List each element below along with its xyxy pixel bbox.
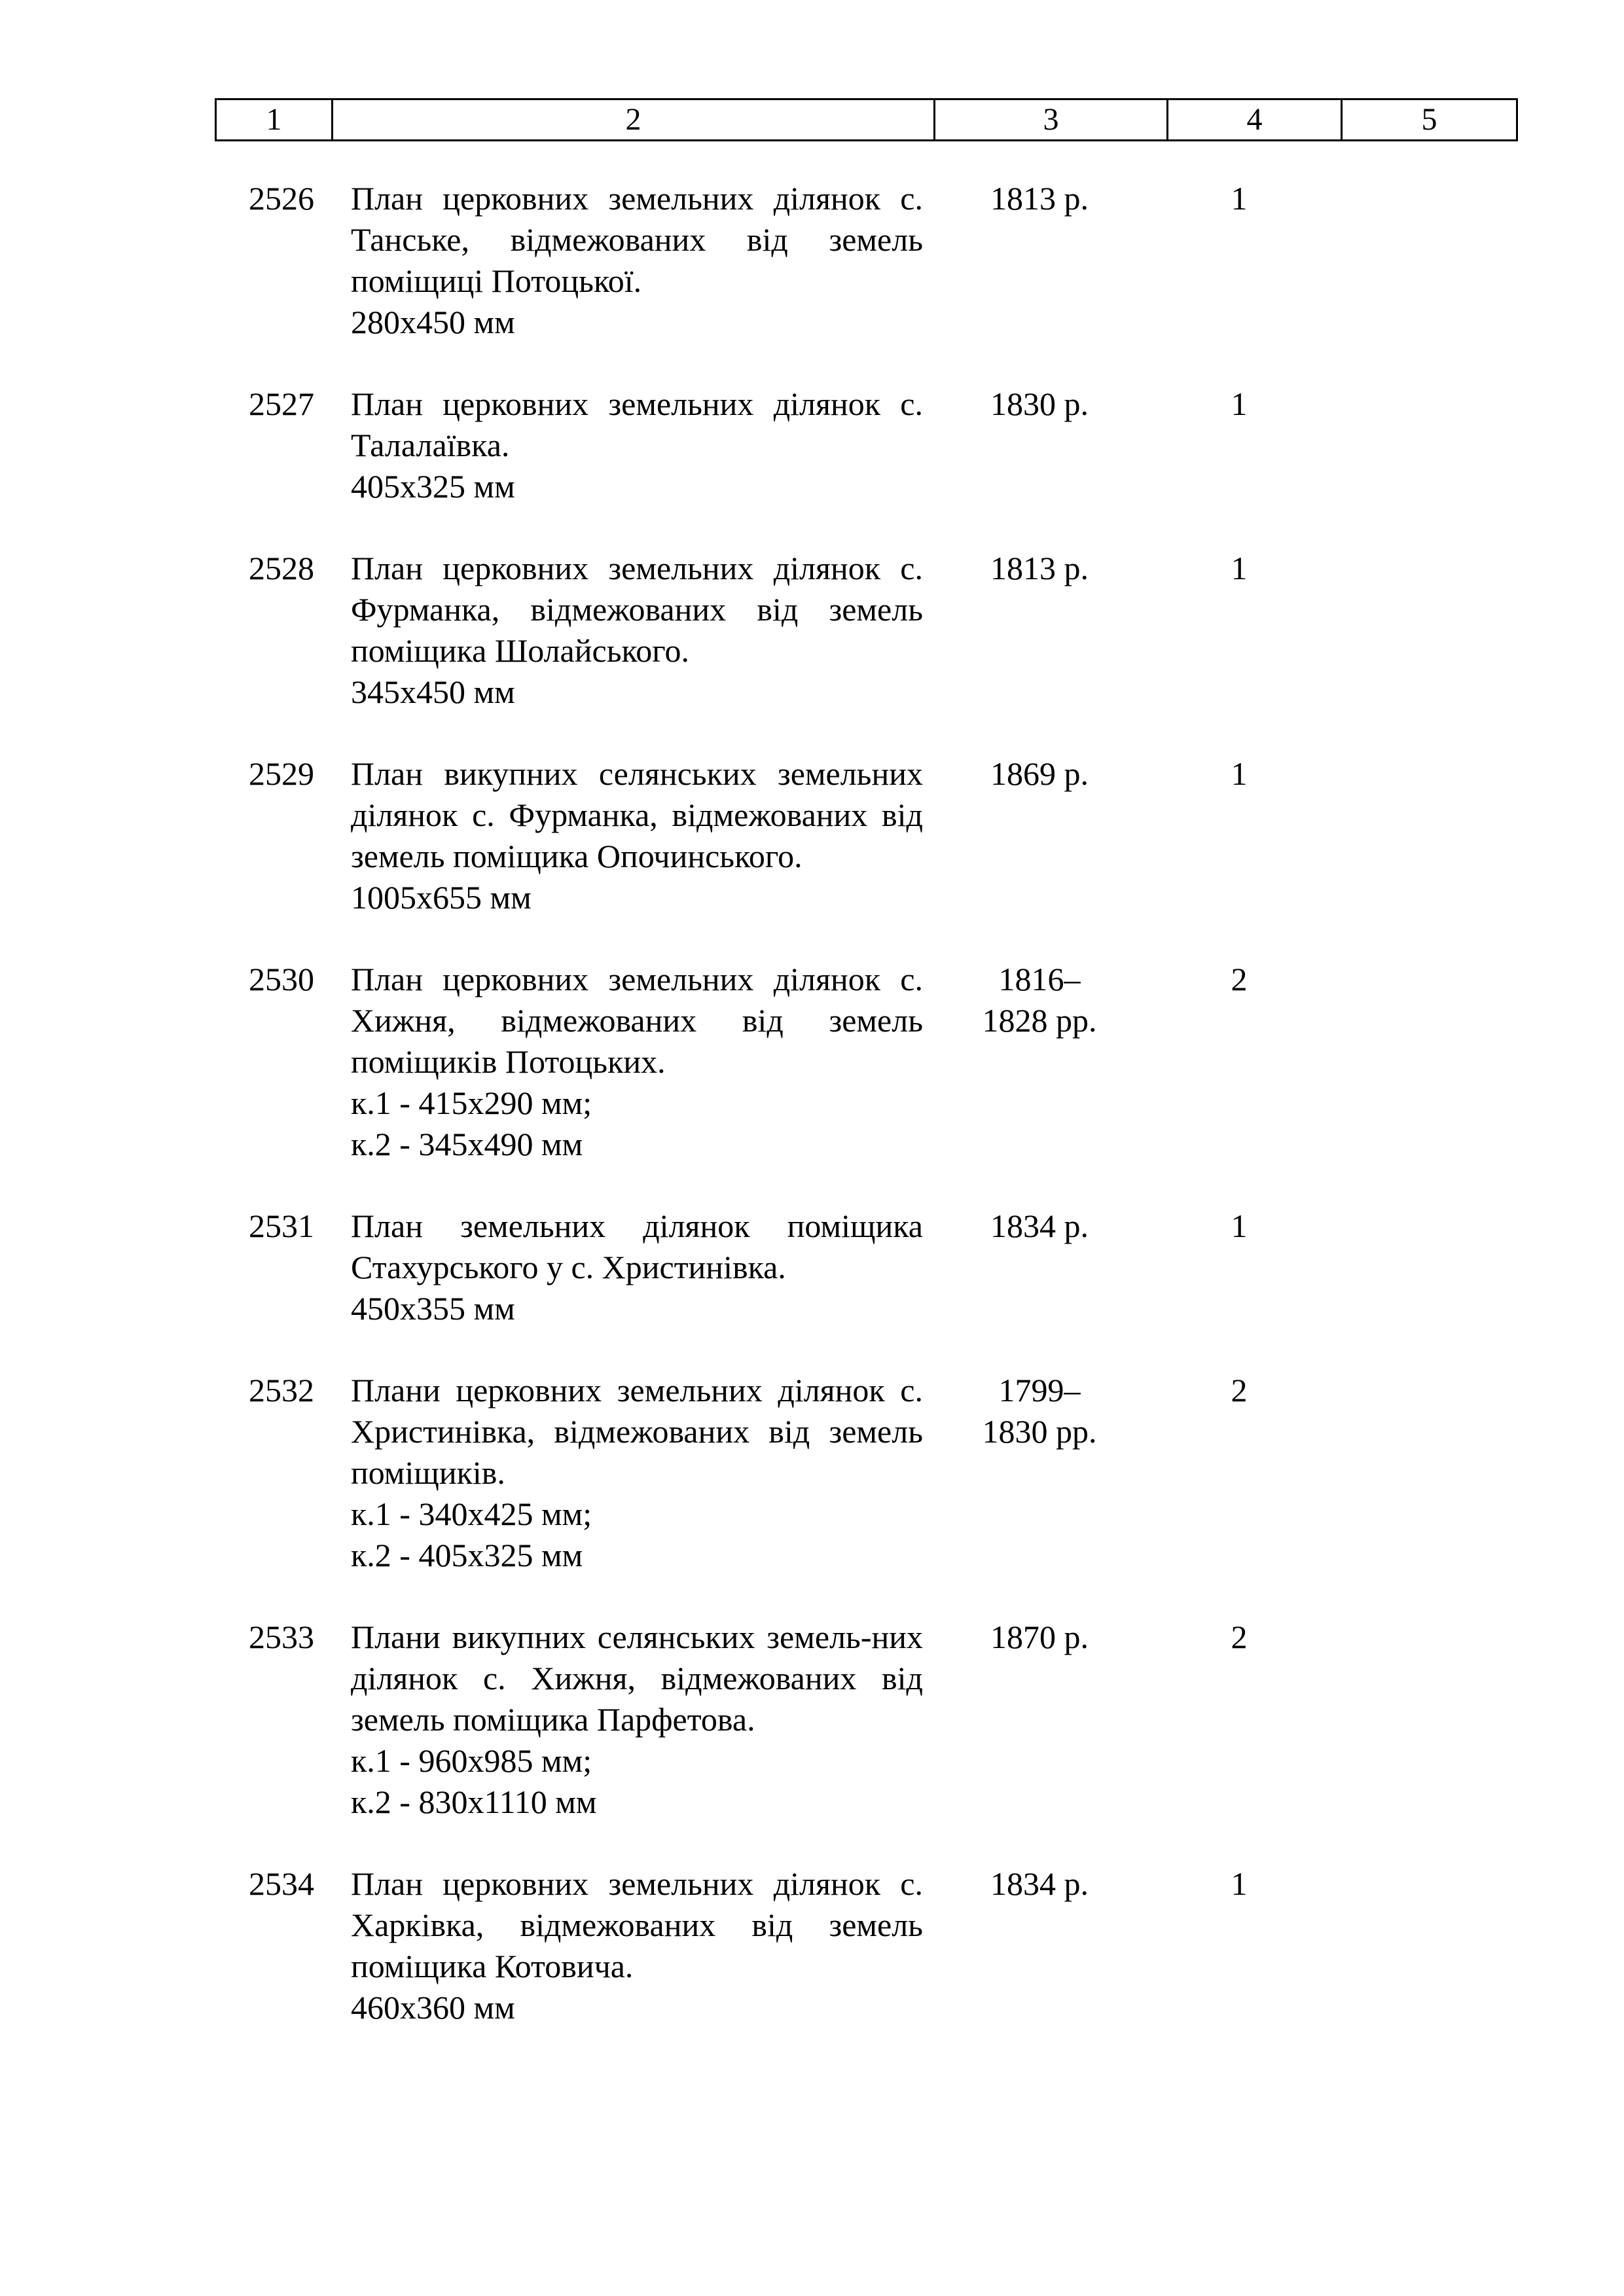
- record-size-line: к.2 - 830х1110 мм: [351, 1784, 597, 1820]
- record-number: 2533: [249, 1619, 314, 1655]
- record-row: [215, 384, 1516, 507]
- record-number: 2532: [249, 1372, 314, 1408]
- record-sheet-count: 1: [1231, 550, 1248, 586]
- record-date: [923, 178, 1156, 343]
- record-size-line: к.1 - 415х290 мм;: [351, 1085, 592, 1121]
- column-number-header: [215, 98, 1518, 141]
- record-date: [923, 1370, 1156, 1576]
- record-size-line: к.1 - 960х985 мм;: [351, 1742, 592, 1779]
- record-sheet-count: 2: [1231, 1372, 1248, 1408]
- record-description: Плани викупних селянських земель-них ділянок с. Хижня, відмежованих від земель поміщика Парфетова.: [351, 1619, 923, 1738]
- record-date-line: 1830 рр.: [982, 1413, 1097, 1450]
- record-note: [1329, 1370, 1516, 1576]
- record-row: [215, 1863, 1516, 2028]
- record-sheet-count: 1: [1231, 1208, 1248, 1244]
- record-sizes: [351, 466, 923, 507]
- record-date-line: 1816–: [998, 961, 1081, 997]
- record-description: План земельних ділянок поміщика Стахурського у с. Христинівка.: [351, 1208, 923, 1285]
- record-sizes: [351, 1494, 923, 1576]
- record-date: [923, 384, 1156, 507]
- record-number: 2527: [249, 386, 314, 422]
- record-date-line: 1813 р.: [990, 550, 1089, 586]
- record-description: Плани церковних земельних ділянок с. Христинівка, відмежованих від земель поміщиків.: [351, 1372, 923, 1491]
- record-sheet-count: 2: [1231, 1619, 1248, 1655]
- record-sizes: [351, 877, 923, 918]
- record-size-line: 460х360 мм: [351, 1989, 515, 2026]
- record-description-cell: [351, 1863, 923, 2028]
- record-note: [1329, 548, 1516, 713]
- record-date-line: 1870 р.: [990, 1619, 1089, 1655]
- record-date-line: 1830 р.: [990, 386, 1089, 422]
- record-size-line: 345х450 мм: [351, 673, 515, 710]
- record-date-line: 1834 р.: [990, 1208, 1089, 1244]
- record-size-line: к.1 - 340х425 мм;: [351, 1496, 592, 1532]
- record-size-line: 280х450 мм: [351, 304, 515, 340]
- record-note: [1329, 1617, 1516, 1823]
- record-sizes: [351, 672, 923, 713]
- record-description-cell: [351, 384, 923, 507]
- record-date-line: 1828 рр.: [982, 1002, 1097, 1039]
- record-description-cell: [351, 548, 923, 713]
- record-description-cell: [351, 959, 923, 1165]
- header-col-5: 5: [1342, 99, 1517, 141]
- record-note: [1329, 178, 1516, 343]
- record-row: [215, 178, 1516, 343]
- record-date-line: 1834 р.: [990, 1865, 1089, 1902]
- record-row: [215, 753, 1516, 918]
- record-row: [215, 1617, 1516, 1823]
- record-size-line: к.2 - 405х325 мм: [351, 1537, 583, 1573]
- record-number: 2528: [249, 550, 314, 586]
- record-number: 2526: [249, 180, 314, 217]
- record-size-line: 450х355 мм: [351, 1290, 515, 1327]
- record-sizes: [351, 302, 923, 343]
- record-size-line: 1005х655 мм: [351, 879, 532, 916]
- record-note: [1329, 384, 1516, 507]
- header-row: [216, 99, 1517, 141]
- record-date-line: 1869 р.: [990, 755, 1089, 792]
- record-row: [215, 548, 1516, 713]
- record-description: План церковних земельних ділянок с. Танське, відмежованих від земель поміщиці Потоцької.: [351, 180, 923, 299]
- record-description-cell: [351, 1370, 923, 1576]
- record-date: [923, 959, 1156, 1165]
- record-sheet-count: 2: [1231, 961, 1248, 997]
- record-note: [1329, 1863, 1516, 2028]
- record-size-line: к.2 - 345х490 мм: [351, 1126, 583, 1162]
- header-col-2: 2: [333, 99, 935, 141]
- record-sheet-count: 1: [1231, 1865, 1248, 1902]
- record-sizes: [351, 1083, 923, 1165]
- record-description-cell: [351, 1617, 923, 1823]
- record-row: [215, 1206, 1516, 1329]
- record-row: [215, 959, 1516, 1165]
- record-date: [923, 548, 1156, 713]
- record-note: [1329, 1206, 1516, 1329]
- record-sheet-count: 1: [1231, 755, 1248, 792]
- record-description-cell: [351, 753, 923, 918]
- record-description: План церковних земельних ділянок с. Талалаївка.: [351, 386, 923, 463]
- record-sizes: [351, 1987, 923, 2028]
- record-list: [215, 178, 1516, 2069]
- record-sizes: [351, 1740, 923, 1823]
- record-date: [923, 1617, 1156, 1823]
- header-col-1: 1: [216, 99, 333, 141]
- record-description: План церковних земельних ділянок с. Хижня, відмежованих від земель поміщиків Потоцьких.: [351, 961, 923, 1080]
- record-size-line: 405х325 мм: [351, 468, 515, 505]
- record-number: 2529: [249, 755, 314, 792]
- record-number: 2530: [249, 961, 314, 997]
- record-sizes: [351, 1288, 923, 1329]
- record-date: [923, 1206, 1156, 1329]
- record-row: [215, 1370, 1516, 1576]
- record-date-line: 1813 р.: [990, 180, 1089, 217]
- record-date: [923, 1863, 1156, 2028]
- header-col-4: 4: [1168, 99, 1342, 141]
- record-description: План церковних земельних ділянок с. Харківка, відмежованих від земель поміщика Котовича.: [351, 1865, 923, 1984]
- record-number: 2531: [249, 1208, 314, 1244]
- record-number: 2534: [249, 1865, 314, 1902]
- record-note: [1329, 959, 1516, 1165]
- record-note: [1329, 753, 1516, 918]
- record-description: План церковних земельних ділянок с. Фурманка, відмежованих від земель поміщика Шолайського.: [351, 550, 923, 669]
- record-description-cell: [351, 1206, 923, 1329]
- record-description-cell: [351, 178, 923, 343]
- record-sheet-count: 1: [1231, 386, 1248, 422]
- record-description: План викупних селянських земельних ділянок с. Фурманка, відмежованих від земель поміщика Опочинського.: [351, 755, 923, 874]
- record-date-line: 1799–: [998, 1372, 1081, 1408]
- header-col-3: 3: [935, 99, 1168, 141]
- record-sheet-count: 1: [1231, 180, 1248, 217]
- record-date: [923, 753, 1156, 918]
